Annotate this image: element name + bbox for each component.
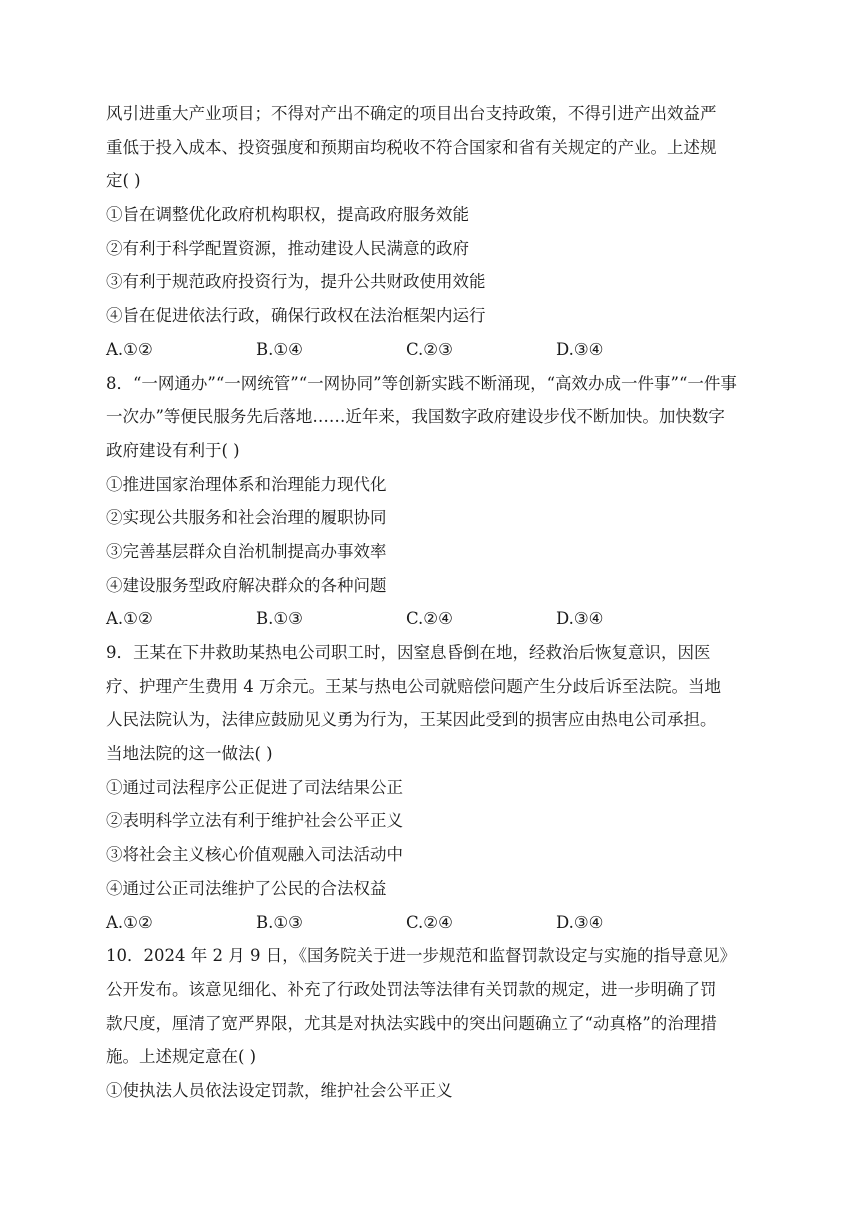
option-d: D.③④ (556, 609, 604, 629)
statement-4: ④通过公正司法维护了公民的合法权益 (106, 878, 387, 898)
option-a: A.①② (106, 339, 153, 359)
question-stem-line: 当地法院的这一做法( ) (106, 744, 273, 764)
statement-4: ④建设服务型政府解决群众的各种问题 (106, 575, 387, 595)
question-stem-line: 公开发布。该意见细化、补充了行政处罚法等法律有关罚款的规定，进一步明确了罚 (106, 979, 717, 999)
statement-2: ②有利于科学配置资源，推动建设人民满意的政府 (106, 238, 469, 258)
question-7 (106, 97, 766, 367)
question-stem-line: 施。上述规定意在( ) (106, 1047, 257, 1067)
statement-1: ①推进国家治理体系和治理能力现代化 (106, 474, 387, 494)
statement-1: ①通过司法程序公正促进了司法结果公正 (106, 777, 403, 797)
question-stem-line: 8．“一网通办”“一网统管”“一网协同”等创新实践不断涌现，“高效办成一件事”“一件事 (106, 373, 737, 393)
question-stem-line: 重低于投入成本、投资强度和预期亩均税收不符合国家和省有关规定的产业。上述规 (106, 137, 717, 157)
answer-options (106, 906, 766, 940)
option-b: B.①③ (256, 912, 303, 932)
answer-options (106, 333, 766, 367)
statement-3: ③完善基层群众自治机制提高办事效率 (106, 541, 387, 561)
statement-2: ②实现公共服务和社会治理的履职协同 (106, 508, 387, 528)
question-stem-line: 政府建设有利于( ) (106, 440, 240, 460)
question-stem-line: 款尺度，厘清了宽严界限，尤其是对执法实践中的突出问题确立了“动真格”的治理措 (106, 1013, 717, 1033)
answer-options (106, 602, 766, 636)
question-stem-line: 一次办”等便民服务先后落地……近年来，我国数字政府建设步伐不断加快。加快数字 (106, 407, 725, 427)
statement-3: ③有利于规范政府投资行为，提升公共财政使用效能 (106, 272, 486, 292)
document-content (106, 97, 766, 1108)
question-stem-line: 10．2024 年 2 月 9 日，《国务院关于进一步规范和监督罚款设定与实施的指导意见》 (106, 946, 736, 966)
option-d: D.③④ (556, 912, 604, 932)
option-c: C.②④ (406, 912, 453, 932)
question-stem-line: 风引进重大产业项目；不得对产出不确定的项目出台支持政策，不得引进产出效益严 (106, 104, 717, 123)
question-9 (106, 636, 766, 939)
statement-4: ④旨在促进依法行政，确保行政权在法治框架内运行 (106, 306, 486, 326)
option-a: A.①② (106, 609, 153, 629)
question-10 (106, 939, 766, 1107)
statement-1: ①使执法人员依法设定罚款，维护社会公平正义 (106, 1080, 453, 1100)
option-b: B.①③ (256, 609, 303, 629)
option-c: C.②③ (406, 339, 453, 359)
option-b: B.①④ (256, 339, 303, 359)
question-stem-line: 定( ) (106, 171, 141, 191)
option-d: D.③④ (556, 339, 604, 359)
statement-2: ②表明科学立法有利于维护社会公平正义 (106, 811, 403, 831)
statement-1: ①旨在调整优化政府机构职权，提高政府服务效能 (106, 205, 469, 225)
question-8 (106, 367, 766, 637)
option-c: C.②④ (406, 609, 453, 629)
question-stem-line: 疗、护理产生费用 4 万余元。王某与热电公司就赔偿问题产生分歧后诉至法院。当地 (106, 676, 721, 696)
question-stem-line: 9．王某在下井救助某热电公司职工时，因窒息昏倒在地，经救治后恢复意识，因医 (106, 643, 711, 662)
statement-3: ③将社会主义核心价值观融入司法活动中 (106, 845, 403, 865)
option-a: A.①② (106, 912, 153, 932)
question-stem-line: 人民法院认为，法律应鼓励见义勇为行为，王某因此受到的损害应由热电公司承担。 (106, 710, 717, 730)
